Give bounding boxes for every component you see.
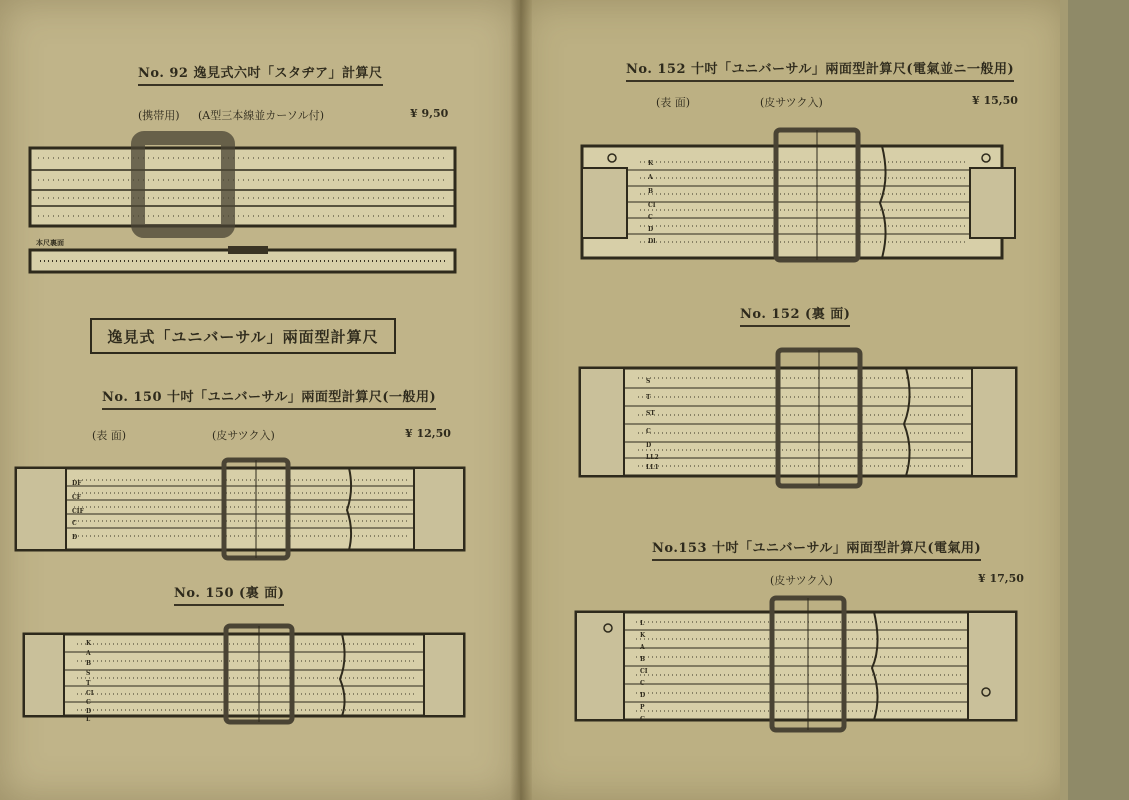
no150-back-scale-8: D — [86, 708, 92, 715]
no150-back-scale-2: A — [86, 650, 91, 657]
no153-scale-4: B — [640, 656, 646, 663]
no152-title: No. 152 十吋「ユニバーサル」兩面型計算尺(電氣並ニ一般用) — [626, 58, 1014, 82]
no152-back-scale-3: ST — [646, 410, 655, 417]
no152-back-scale-4: C — [646, 428, 651, 435]
no150-back-scale-6: CI — [86, 690, 94, 697]
no150-back-scale-9: L — [86, 716, 91, 723]
no150-back-scale-7: C — [86, 699, 91, 706]
no152-scale-7: Dl — [648, 238, 656, 245]
section-heading: 逸見式「ユニバーサル」兩面型計算尺 — [90, 318, 396, 354]
no152-back-scale-7: LL1 — [646, 464, 659, 471]
no150-scale-5: D — [72, 534, 78, 541]
no153-scale-7: D — [640, 692, 646, 699]
page-edge-dark — [1068, 0, 1129, 800]
no152-scale-4: CI — [648, 202, 656, 209]
no150-back-scale-1: K — [86, 640, 92, 647]
no152-scale-1: K — [648, 160, 654, 167]
no92-usage: (携帯用) — [138, 109, 180, 122]
no152-back-scale-5: D — [646, 442, 652, 449]
no92-slide-rule-illustration — [28, 138, 458, 233]
no153-scale-1: L — [640, 620, 645, 627]
no92-back-illustration — [28, 246, 458, 276]
no150-case-note: (皮サツク入) — [212, 429, 275, 442]
no153-scale-8: P — [640, 704, 645, 711]
no153-scale-2: K — [640, 632, 646, 639]
no153-scale-6: C — [640, 680, 645, 687]
no152-scale-2: A — [648, 174, 653, 181]
no150-scale-2: CF — [72, 494, 82, 501]
no150-side: (表 面) — [92, 429, 127, 442]
no152-scale-5: C — [648, 214, 653, 221]
no150-back-scale-3: B — [86, 660, 92, 667]
no150-back-title: No. 150 (裏 面) — [174, 582, 284, 606]
no92-cursor-note: (A型三本線並カーソル付) — [198, 109, 325, 122]
no152-scale-6: D — [648, 226, 654, 233]
no152-back-scale-6: LL2 — [646, 454, 659, 461]
no152-price: ¥ 15,50 — [972, 94, 1018, 107]
no150-price: ¥ 12,50 — [405, 427, 451, 440]
no153-scale-9: G — [640, 716, 646, 723]
no153-scale-3: A — [640, 644, 645, 651]
no92-title: No. 92 逸見式六吋「スタヂア」計算尺 — [138, 62, 383, 86]
no150-title: No. 150 十吋「ユニバーサル」兩面型計算尺(一般用) — [102, 386, 436, 410]
book-gutter — [510, 0, 532, 800]
no150-scale-4: C — [72, 520, 77, 527]
no152-back-title: No. 152 (裏 面) — [740, 303, 850, 327]
no152-back-scale-2: T — [646, 394, 651, 401]
no152-case-note: (皮サツク入) — [760, 96, 823, 109]
no153-price: ¥ 17,50 — [978, 572, 1024, 585]
no153-title: No.153 十吋「ユニバーサル」兩面型計算尺(電氣用) — [652, 537, 981, 561]
no153-case-note: (皮サツク入) — [770, 574, 833, 587]
no152-side: (表 面) — [656, 96, 691, 109]
no153-scale-5: CI — [640, 668, 648, 675]
no92-back-label: 本尺裏面 — [36, 238, 64, 247]
no152-scale-3: B — [648, 188, 654, 195]
no150-back-scale-4: S — [86, 670, 91, 677]
no150-scale-3: CIF — [72, 508, 84, 515]
no152-back-illustration — [578, 344, 1020, 490]
no152-back-scale-1: S — [646, 378, 651, 385]
no150-scale-1: DF — [72, 480, 82, 487]
no153-illustration — [574, 596, 1022, 734]
no150-back-scale-5: T — [86, 680, 91, 687]
no152-front-illustration — [580, 128, 1020, 264]
no92-price: ¥ 9,50 — [410, 107, 449, 120]
